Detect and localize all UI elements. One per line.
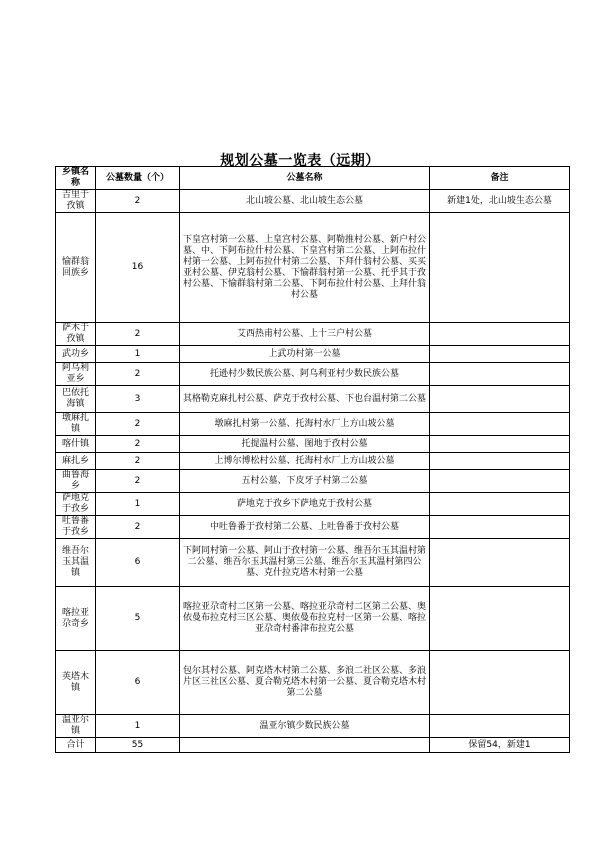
names-cell: 托提温村公墓、图地于孜村公墓 — [180, 436, 430, 453]
table-row — [56, 346, 570, 363]
table-row — [56, 715, 570, 738]
town-cell: 愉群翁回族乡 — [56, 213, 96, 323]
note-cell — [430, 346, 570, 363]
town-cell: 喀什镇 — [56, 436, 96, 453]
names-cell: 墩麻扎村第一公墓、托海村水厂上方山坡公墓 — [180, 413, 430, 436]
count-cell: 1 — [96, 493, 180, 516]
names-cell: 中吐鲁番于孜村第二公墓、上吐鲁番于孜村公墓 — [180, 516, 430, 539]
total-row — [56, 738, 570, 753]
town-cell: 萨木于孜镇 — [56, 323, 96, 346]
names-cell: 北山坡公墓、北山坡生态公墓 — [180, 190, 430, 213]
town-cell: 维吾尔玉其温镇 — [56, 539, 96, 587]
names-cell: 喀拉亚尕奇村二区第一公墓、喀拉亚尕奇村二区第二公墓、奥依曼布拉克村三区公墓、奥依曼布拉克村一区第一公墓、喀拉亚尕奇村番津布拉克公墓 — [180, 587, 430, 651]
count-cell: 2 — [96, 470, 180, 493]
table-row — [56, 516, 570, 539]
note-cell — [430, 587, 570, 651]
table-row — [56, 413, 570, 436]
table-row — [56, 539, 570, 587]
town-cell: 吐鲁番于孜乡 — [56, 516, 96, 539]
count-cell: 2 — [96, 436, 180, 453]
count-cell: 5 — [96, 587, 180, 651]
note-cell — [430, 539, 570, 587]
names-cell: 其格勒克麻扎村公墓、萨克于孜村公墓、下也台温村第二公墓 — [180, 386, 430, 413]
town-cell: 喀拉亚尕奇乡 — [56, 587, 96, 651]
total-names — [180, 738, 430, 753]
document-title: 规划公墓一览表（远期） — [220, 153, 380, 169]
table-row — [56, 453, 570, 470]
table-row — [56, 363, 570, 386]
town-cell: 巴依托海镇 — [56, 386, 96, 413]
town-cell: 英塔木镇 — [56, 651, 96, 715]
note-cell — [430, 386, 570, 413]
table-row — [56, 587, 570, 651]
count-cell: 16 — [96, 213, 180, 323]
table-row — [56, 493, 570, 516]
note-cell — [430, 516, 570, 539]
names-cell: 托逊村少数民族公墓、阿乌利亚村少数民族公墓 — [180, 363, 430, 386]
count-cell: 6 — [96, 651, 180, 715]
names-cell: 包尔其村公墓、阿克塔木村第二公墓、多浪二社区公墓、多浪片区三社区公墓、夏合勒克塔木村第一公墓、夏合勒克塔木村第二公墓 — [180, 651, 430, 715]
table-row — [56, 213, 570, 323]
town-cell: 墩麻扎镇 — [56, 413, 96, 436]
table-row — [56, 470, 570, 493]
town-cell: 麻扎乡 — [56, 453, 96, 470]
note-cell: 新建1处，北山坡生态公墓 — [430, 190, 570, 213]
table-row — [56, 651, 570, 715]
note-cell — [430, 413, 570, 436]
town-cell: 武功乡 — [56, 346, 96, 363]
count-cell: 2 — [96, 323, 180, 346]
names-cell: 温亚尔镇少数民族公墓 — [180, 715, 430, 738]
table-row — [56, 190, 570, 213]
names-cell: 萨地克于孜乡下萨地克于孜村公墓 — [180, 493, 430, 516]
header-town: 乡镇名称 — [56, 167, 96, 190]
note-cell — [430, 323, 570, 346]
count-cell: 2 — [96, 453, 180, 470]
count-cell: 2 — [96, 190, 180, 213]
total-count: 55 — [96, 738, 180, 753]
total-note: 保留54，新建1 — [430, 738, 570, 753]
note-cell — [430, 651, 570, 715]
town-cell: 萨地克于孜乡 — [56, 493, 96, 516]
count-cell: 3 — [96, 386, 180, 413]
count-cell: 1 — [96, 346, 180, 363]
note-cell — [430, 213, 570, 323]
count-cell: 6 — [96, 539, 180, 587]
cemetery-table — [55, 166, 570, 753]
count-cell: 1 — [96, 715, 180, 738]
count-cell: 2 — [96, 516, 180, 539]
town-cell: 温亚尔镇 — [56, 715, 96, 738]
note-cell — [430, 363, 570, 386]
header-row — [56, 167, 570, 190]
count-cell: 2 — [96, 363, 180, 386]
town-cell: 曲鲁海乡 — [56, 470, 96, 493]
town-cell: 阿乌利亚乡 — [56, 363, 96, 386]
table-row — [56, 323, 570, 346]
note-cell — [430, 436, 570, 453]
names-cell: 上武功村第一公墓 — [180, 346, 430, 363]
town-cell: 吉里于孜镇 — [56, 190, 96, 213]
note-cell — [430, 453, 570, 470]
table-row — [56, 436, 570, 453]
header-count: 公墓数量（个） — [96, 167, 180, 190]
names-cell: 五村公墓、下皮牙子村第二公墓 — [180, 470, 430, 493]
table-row — [56, 386, 570, 413]
total-label: 合计 — [56, 738, 96, 753]
header-names: 公墓名称 — [180, 167, 430, 190]
header-note: 备注 — [430, 167, 570, 190]
note-cell — [430, 493, 570, 516]
note-cell — [430, 470, 570, 493]
names-cell: 下阿同村第一公墓、阿山于孜村第一公墓、维吾尔玉其温村第二公墓、维吾尔玉其温村第三公墓、维吾尔玉其温村第四公墓、克什拉克塔木村第一公墓 — [180, 539, 430, 587]
names-cell: 上博尔博松村公墓、托海村水厂上方山坡公墓 — [180, 453, 430, 470]
names-cell: 下皇宫村第一公墓、上皇宫村公墓、阿勒推村公墓、新户村公墓、中、下阿布拉什村公墓、下皇宫村第二公墓、上阿布拉什村第一公墓、上阿布拉什村第二公墓、下拜什翁村公墓、买买亚村公墓、伊克翁村公墓、下愉群翁村第一公墓、托乎其于孜村公墓、下愉群翁村第二公墓、下阿布拉什村公墓、上拜什翁村公墓 — [180, 213, 430, 323]
names-cell: 艾西热甫村公墓、上十三户村公墓 — [180, 323, 430, 346]
count-cell: 2 — [96, 413, 180, 436]
note-cell — [430, 715, 570, 738]
